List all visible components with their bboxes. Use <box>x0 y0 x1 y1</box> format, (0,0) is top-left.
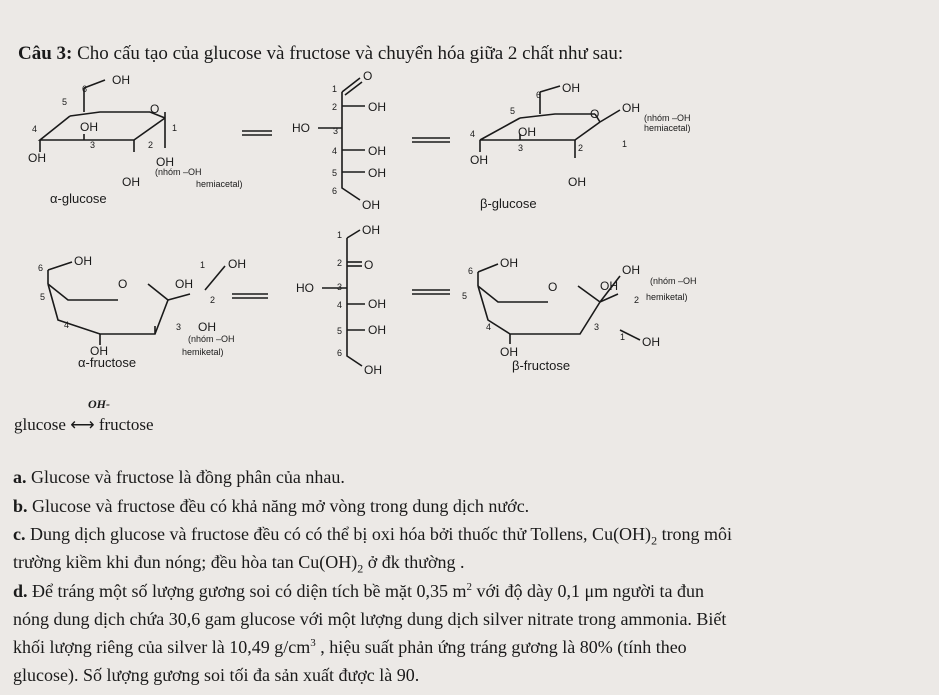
statement-d-line2: nóng dung dịch chứa 30,6 gam glucose với một lượng dung dịch silver nitrate trong ammonia. Biết <box>13 609 727 629</box>
svg-text:4: 4 <box>337 300 343 310</box>
svg-text:3: 3 <box>176 322 182 332</box>
svg-text:6: 6 <box>38 263 44 273</box>
svg-text:OH: OH <box>642 335 660 349</box>
svg-text:OH: OH <box>500 345 518 359</box>
svg-text:OH: OH <box>362 198 380 212</box>
svg-text:O: O <box>150 102 160 116</box>
equilibrium-right: fructose <box>98 415 154 434</box>
alpha-fructose-structure <box>38 254 246 370</box>
svg-text:4: 4 <box>486 322 492 332</box>
svg-text:hemiacetal): hemiacetal) <box>196 179 243 189</box>
svg-text:6: 6 <box>468 266 474 276</box>
svg-text:O: O <box>590 107 600 121</box>
statement-d-line4: glucose). Số lượng gương soi tối đa sản xuất được là 90. <box>13 665 420 685</box>
equilibrium-arrow-1 <box>242 131 272 135</box>
svg-text:4: 4 <box>332 146 338 156</box>
svg-text:4: 4 <box>470 129 476 139</box>
svg-text:2: 2 <box>634 295 640 305</box>
svg-text:OH: OH <box>198 320 216 334</box>
svg-text:OH: OH <box>368 297 386 311</box>
svg-text:3: 3 <box>90 140 96 150</box>
svg-text:3: 3 <box>518 143 524 153</box>
svg-text:(nhóm –OH: (nhóm –OH <box>650 276 697 286</box>
svg-text:OH: OH <box>568 175 586 189</box>
svg-text:4: 4 <box>64 320 70 330</box>
statement-a: a. Glucose và fructose là đồng phân của nhau. <box>13 467 345 487</box>
svg-text:OH: OH <box>28 151 46 165</box>
svg-text:6: 6 <box>337 348 343 358</box>
svg-text:5: 5 <box>62 97 68 107</box>
svg-text:OH: OH <box>518 125 536 139</box>
svg-text:3: 3 <box>594 322 600 332</box>
svg-text:OH: OH <box>562 81 580 95</box>
svg-text:6: 6 <box>82 84 88 94</box>
statement-d-line1: d. Để tráng một số lượng gương soi có diện tích bề mặt 0,35 $m^2$ với độ dày 0,1 μm người ta đun <box>13 581 704 601</box>
svg-text:OH: OH <box>156 155 174 169</box>
catalyst-label: OH- <box>88 397 110 411</box>
svg-text:OH: OH <box>368 323 386 337</box>
svg-text:1: 1 <box>172 123 178 133</box>
svg-text:(nhóm –OH: (nhóm –OH <box>644 113 691 123</box>
svg-text:OH: OH <box>622 101 640 115</box>
reaction-scheme <box>0 60 939 380</box>
equilibrium-arrow: ⟷ <box>70 415 95 434</box>
svg-text:O: O <box>364 258 374 272</box>
svg-text:HO: HO <box>292 121 310 135</box>
equilibrium-equation <box>14 415 154 435</box>
svg-text:OH: OH <box>500 256 518 270</box>
svg-text:5: 5 <box>337 326 343 336</box>
svg-text:5: 5 <box>40 292 46 302</box>
svg-text:6: 6 <box>536 90 542 100</box>
equilibrium-arrow-3 <box>232 294 268 298</box>
open-chain-fructose-structure <box>296 223 386 377</box>
beta-fructose-structure <box>462 256 697 373</box>
statement-c-line1: c. Dung dịch glucose và fructose đều có có thể bị oxi hóa bởi thuốc thử Tollens, $Cu(OH)_2$ trong môi <box>13 524 733 548</box>
svg-text:α-glucose: α-glucose <box>50 191 107 206</box>
svg-text:5: 5 <box>462 291 468 301</box>
svg-text:2: 2 <box>210 295 216 305</box>
svg-text:5: 5 <box>510 106 516 116</box>
equilibrium-arrow-4 <box>412 290 450 294</box>
beta-glucose-structure <box>470 81 691 211</box>
svg-text:(nhóm –OH: (nhóm –OH <box>155 167 202 177</box>
svg-text:3: 3 <box>333 126 339 136</box>
equilibrium-arrow-2 <box>412 138 450 142</box>
statement-c-line2: trường kiềm khi đun nóng; đều hòa $\tan Cu(OH)_2$ ở đk thường . <box>13 552 465 576</box>
svg-text:O: O <box>363 69 373 83</box>
svg-text:hemiketal): hemiketal) <box>646 292 688 302</box>
svg-text:hemiacetal): hemiacetal) <box>644 123 691 133</box>
statement-d-line3: khối lượng riêng của silver là 10,49 $g/cm^3$ , hiệu suất phản ứng tráng gương là 80% (tính theo <box>13 637 687 657</box>
svg-text:OH: OH <box>122 175 140 189</box>
svg-text:O: O <box>118 277 128 291</box>
svg-text:OH: OH <box>622 263 640 277</box>
svg-text:2: 2 <box>332 102 338 112</box>
svg-text:β-glucose: β-glucose <box>480 196 537 211</box>
svg-text:OH: OH <box>175 277 193 291</box>
svg-text:OH: OH <box>80 120 98 134</box>
svg-text:4: 4 <box>32 124 38 134</box>
question-number: Câu 3: <box>18 43 73 64</box>
svg-text:OH: OH <box>112 73 130 87</box>
svg-text:6: 6 <box>332 186 338 196</box>
svg-text:OH: OH <box>600 279 618 293</box>
question-text: Cho cấu tạo của glucose và fructose và chuyển hóa giữa 2 chất như sau: <box>77 43 624 64</box>
svg-text:1: 1 <box>622 139 628 149</box>
svg-text:2: 2 <box>148 140 154 150</box>
svg-text:OH: OH <box>90 344 108 358</box>
svg-text:hemiketal): hemiketal) <box>182 347 224 357</box>
svg-text:5: 5 <box>332 168 338 178</box>
svg-text:OH: OH <box>228 257 246 271</box>
svg-text:3: 3 <box>337 282 343 292</box>
svg-text:(nhóm –OH: (nhóm –OH <box>188 334 235 344</box>
svg-text:1: 1 <box>620 332 626 342</box>
equilibrium-left: glucose <box>14 415 66 434</box>
svg-text:OH: OH <box>364 363 382 377</box>
svg-text:OH: OH <box>470 153 488 167</box>
svg-text:1: 1 <box>200 260 206 270</box>
svg-text:1: 1 <box>332 84 338 94</box>
open-chain-glucose-structure <box>292 69 386 212</box>
svg-text:O: O <box>548 280 558 294</box>
svg-text:OH: OH <box>368 144 386 158</box>
svg-text:OH: OH <box>362 223 380 237</box>
svg-text:OH: OH <box>368 166 386 180</box>
svg-text:β-fructose: β-fructose <box>512 358 571 373</box>
svg-text:OH: OH <box>368 100 386 114</box>
svg-text:2: 2 <box>337 258 343 268</box>
statement-b: b. Glucose và fructose đều có khả năng mở vòng trong dung dịch nước. <box>13 496 530 516</box>
svg-text:α-fructose: α-fructose <box>78 355 137 370</box>
alpha-glucose-structure <box>28 73 243 206</box>
svg-text:OH: OH <box>74 254 92 268</box>
svg-text:HO: HO <box>296 281 314 295</box>
svg-text:2: 2 <box>578 143 584 153</box>
svg-text:1: 1 <box>337 230 343 240</box>
